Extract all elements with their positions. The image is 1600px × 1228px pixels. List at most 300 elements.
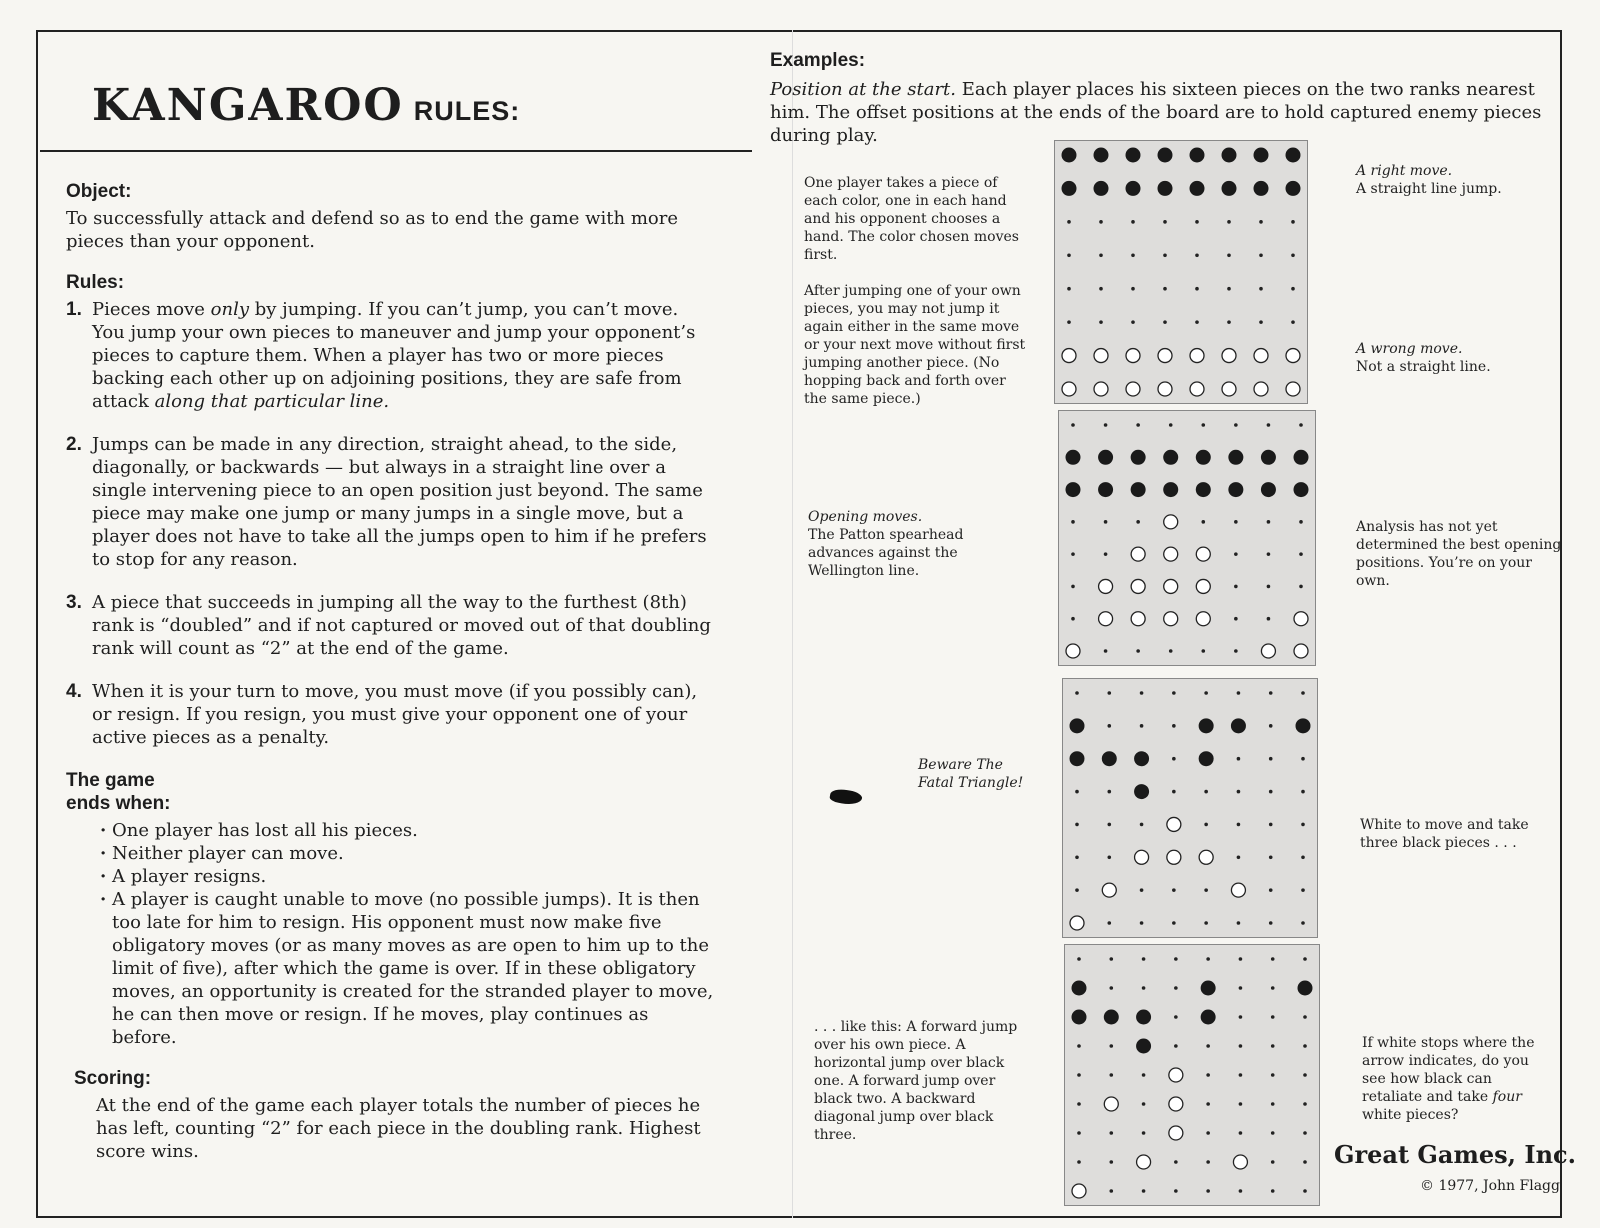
board-point: [1206, 1102, 1210, 1106]
board-point: [1204, 691, 1208, 695]
white-piece: [1164, 547, 1178, 561]
board-point: [1109, 1044, 1113, 1048]
page-title: [92, 80, 520, 131]
board-point: [1303, 1189, 1307, 1193]
rule-text-part: by jumping. If you can’t jump, you can’t move. You jump your own pieces to maneuver and jump your opponent’s pieces to capture them. When a player has two or more pieces backing each other up on adjoining positions, they are safe from attack: [92, 299, 696, 412]
board-point: [1299, 552, 1303, 556]
board-point: [1237, 691, 1241, 695]
white-piece: [1286, 382, 1300, 396]
black-piece: [1131, 482, 1146, 497]
board-point: [1142, 986, 1146, 990]
list-item: · A player resigns.: [100, 865, 716, 888]
board-point: [1071, 617, 1075, 621]
black-piece: [1102, 751, 1117, 766]
board-point: [1299, 520, 1303, 524]
black-piece: [1196, 450, 1211, 465]
examples-intro: [770, 78, 1550, 147]
black-piece: [1126, 181, 1141, 196]
rule-number: 4.: [66, 681, 82, 702]
board-point: [1136, 423, 1140, 427]
board-point: [1271, 1131, 1275, 1135]
list-item: · One player has lost all his pieces.: [100, 819, 716, 842]
board-point: [1204, 790, 1208, 794]
board-point: [1131, 287, 1135, 291]
white-piece: [1099, 612, 1113, 626]
board-point: [1239, 1102, 1243, 1106]
board-point: [1067, 220, 1071, 224]
board-point: [1269, 691, 1273, 695]
scoring-heading: Scoring:: [74, 1068, 152, 1089]
white-piece: [1126, 382, 1140, 396]
scoring-text: At the end of the game each player totals the number of pieces he has left, counting “2” for each piece in the doubling rank. Highest score wins.: [96, 1095, 701, 1162]
game-ends-heading: [66, 769, 716, 815]
board-point: [1239, 1015, 1243, 1019]
caption-choose-color: One player takes a piece of each color, one in each hand and his opponent chooses a hand. The color chosen moves first.: [804, 175, 1019, 263]
board-point: [1195, 220, 1199, 224]
black-piece: [1228, 482, 1243, 497]
board-point: [1206, 957, 1210, 961]
black-piece: [1066, 482, 1081, 497]
game-board-fatal-triangle: [1062, 678, 1318, 938]
board-point: [1227, 320, 1231, 324]
board-point: [1071, 585, 1075, 589]
board-point: [1104, 423, 1108, 427]
board-point: [1174, 1160, 1178, 1164]
black-piece: [1199, 718, 1214, 733]
board-point: [1077, 1131, 1081, 1135]
board-point: [1269, 757, 1273, 761]
board-point: [1239, 1131, 1243, 1135]
board-point: [1174, 957, 1178, 961]
caption-line: Not a straight line.: [1356, 359, 1491, 375]
board-point: [1174, 1189, 1178, 1193]
board-point: [1301, 921, 1305, 925]
board-point: [1099, 287, 1103, 291]
white-piece: [1158, 382, 1172, 396]
black-piece: [1296, 718, 1311, 733]
game-board-opening: [1058, 410, 1316, 666]
board-point: [1140, 724, 1144, 728]
white-piece: [1199, 850, 1213, 864]
game-board-capture: [1064, 944, 1320, 1206]
board-point: [1142, 1189, 1146, 1193]
caption-opening-moves: [808, 508, 1028, 580]
board-point: [1259, 253, 1263, 257]
board-point: [1131, 220, 1135, 224]
board-point: [1204, 823, 1208, 827]
board-point: [1301, 888, 1305, 892]
board-point: [1075, 855, 1079, 859]
board-point: [1267, 552, 1271, 556]
rule-item: [66, 433, 716, 571]
black-piece: [1201, 981, 1216, 996]
black-piece: [1131, 450, 1146, 465]
board-point: [1109, 1131, 1113, 1135]
caption-part: If white stops where the arrow indicates, do you see how black can retaliate and take: [1362, 1035, 1535, 1105]
board-point: [1303, 1073, 1307, 1077]
white-piece: [1196, 612, 1210, 626]
white-piece: [1137, 1155, 1151, 1169]
white-piece: [1167, 850, 1181, 864]
board-point: [1142, 1073, 1146, 1077]
caption-analysis: Analysis has not yet determined the best opening positions. You’re on your own.: [1356, 519, 1562, 589]
board-point: [1234, 423, 1238, 427]
white-piece: [1164, 579, 1178, 593]
board-point: [1239, 986, 1243, 990]
board-point: [1140, 888, 1144, 892]
rules-heading: Rules:: [66, 272, 125, 293]
scoring-section: [66, 1067, 716, 1163]
board-point: [1227, 253, 1231, 257]
board-point: [1109, 957, 1113, 961]
white-piece: [1094, 349, 1108, 363]
board-point: [1174, 986, 1178, 990]
white-piece: [1164, 515, 1178, 529]
white-piece: [1158, 349, 1172, 363]
board-point: [1163, 320, 1167, 324]
white-piece: [1190, 349, 1204, 363]
copyright: © 1977, John Flagg: [1420, 1178, 1560, 1194]
caption-beware: Beware The Fatal Triangle!: [918, 757, 1024, 791]
rule-number: 3.: [66, 592, 82, 613]
white-piece: [1131, 547, 1145, 561]
board-point: [1075, 790, 1079, 794]
black-piece: [1222, 181, 1237, 196]
board-point: [1077, 1044, 1081, 1048]
board-point: [1234, 520, 1238, 524]
board-point: [1303, 957, 1307, 961]
caption-jump-rule: After jumping one of your own pieces, you may not jump it again either in the same move or your next move without first jumping another piece. (No hopping back and forth over the same piece.): [804, 283, 1026, 407]
black-piece: [1094, 181, 1109, 196]
black-piece: [1134, 751, 1149, 766]
board-point: [1303, 1102, 1307, 1106]
board-diagram: [1063, 679, 1317, 937]
white-piece: [1126, 349, 1140, 363]
white-piece: [1233, 1155, 1247, 1169]
black-piece: [1094, 148, 1109, 163]
game-board-start: [1054, 140, 1308, 404]
board-point: [1259, 287, 1263, 291]
board-point: [1271, 986, 1275, 990]
white-piece: [1066, 644, 1080, 658]
board-point: [1206, 1131, 1210, 1135]
board-point: [1237, 757, 1241, 761]
white-piece: [1261, 644, 1275, 658]
board-point: [1267, 585, 1271, 589]
white-piece: [1099, 579, 1113, 593]
board-point: [1099, 220, 1103, 224]
board-point: [1067, 320, 1071, 324]
board-point: [1301, 855, 1305, 859]
rules-column: [66, 180, 716, 1181]
rule-text: A piece that succeeds in jumping all the way to the furthest (8th) rank is “doubled” and if not captured or moved out of that doubling rank will count as “2” at the end of the game.: [92, 592, 711, 659]
white-piece: [1196, 547, 1210, 561]
board-point: [1071, 552, 1075, 556]
white-piece: [1196, 579, 1210, 593]
rule-number: 1.: [66, 299, 82, 320]
examples-intro-text: Each player places his sixteen pieces on the two ranks nearest him. The offset positions at the ends of the board are to hold captured enemy pieces during play.: [770, 79, 1542, 146]
rules-section: [66, 271, 716, 749]
caption-line: A right move.: [1356, 163, 1453, 179]
game-ends-list: [100, 819, 716, 1049]
board-point: [1206, 1044, 1210, 1048]
board-point: [1227, 287, 1231, 291]
black-piece: [1136, 1039, 1151, 1054]
board-point: [1131, 253, 1135, 257]
board-point: [1071, 423, 1075, 427]
board-point: [1172, 724, 1176, 728]
rule-number: 2.: [66, 434, 82, 455]
black-piece: [1201, 1010, 1216, 1025]
board-point: [1136, 649, 1140, 653]
title-divider: [40, 150, 752, 152]
rule-text-emphasis: only: [210, 299, 250, 320]
board-point: [1239, 1044, 1243, 1048]
white-piece: [1104, 1097, 1118, 1111]
black-piece: [1286, 148, 1301, 163]
caption-line: A straight line jump.: [1356, 181, 1502, 197]
board-point: [1267, 423, 1271, 427]
black-piece: [1163, 450, 1178, 465]
board-diagram: [1055, 141, 1307, 403]
board-point: [1107, 790, 1111, 794]
game-ends-heading-line: The game: [66, 770, 155, 791]
list-item: · Neither player can move.: [100, 842, 716, 865]
board-point: [1271, 1102, 1275, 1106]
title-suffix: RULES:: [413, 96, 521, 126]
board-point: [1107, 921, 1111, 925]
board-point: [1107, 724, 1111, 728]
black-piece: [1062, 181, 1077, 196]
black-piece: [1136, 1010, 1151, 1025]
board-point: [1071, 520, 1075, 524]
board-point: [1206, 1160, 1210, 1164]
board-point: [1172, 921, 1176, 925]
board-point: [1174, 1044, 1178, 1048]
board-point: [1107, 855, 1111, 859]
board-point: [1107, 691, 1111, 695]
board-point: [1267, 520, 1271, 524]
caption-right-move: [1356, 162, 1556, 198]
board-point: [1099, 320, 1103, 324]
black-piece: [1070, 751, 1085, 766]
game-ends-heading-line: ends when:: [66, 793, 171, 814]
black-piece: [1196, 482, 1211, 497]
company-name: Great Games, Inc.: [1334, 1140, 1576, 1169]
white-piece: [1070, 916, 1084, 930]
caption-emphasis: four: [1492, 1089, 1522, 1105]
caption-part: white pieces?: [1362, 1107, 1459, 1123]
board-point: [1269, 724, 1273, 728]
white-piece: [1190, 382, 1204, 396]
black-piece: [1294, 482, 1309, 497]
board-point: [1239, 1189, 1243, 1193]
white-piece: [1222, 382, 1236, 396]
board-point: [1291, 253, 1295, 257]
board-point: [1239, 957, 1243, 961]
white-piece: [1131, 579, 1145, 593]
white-piece: [1169, 1126, 1183, 1140]
black-piece: [1228, 450, 1243, 465]
board-point: [1109, 1073, 1113, 1077]
board-point: [1269, 921, 1273, 925]
rule-text-emphasis: along that particular line.: [154, 391, 390, 412]
board-point: [1271, 1189, 1275, 1193]
caption-emphasis: Opening moves.: [808, 509, 923, 525]
white-piece: [1222, 349, 1236, 363]
examples-heading: Examples:: [770, 50, 866, 71]
caption-like-this: . . . like this: A forward jump over his own piece. A horizontal jump over black one. A forward jump over black two. A backward diagonal jump over black three.: [814, 1019, 1018, 1143]
board-point: [1140, 921, 1144, 925]
board-point: [1303, 1131, 1307, 1135]
board-point: [1109, 1189, 1113, 1193]
board-point: [1234, 617, 1238, 621]
white-piece: [1169, 1097, 1183, 1111]
board-point: [1075, 691, 1079, 695]
object-text: To successfully attack and defend so as to end the game with more pieces than your opponent.: [66, 208, 679, 252]
board-point: [1075, 888, 1079, 892]
board-point: [1163, 253, 1167, 257]
caption-white-to-move: White to move and take three black pieces . . .: [1360, 817, 1529, 851]
black-piece: [1062, 148, 1077, 163]
board-point: [1269, 823, 1273, 827]
white-piece: [1102, 883, 1116, 897]
white-piece: [1294, 644, 1308, 658]
board-point: [1067, 287, 1071, 291]
board-point: [1075, 823, 1079, 827]
black-piece: [1158, 181, 1173, 196]
white-piece: [1231, 883, 1245, 897]
black-piece: [1134, 784, 1149, 799]
board-point: [1301, 757, 1305, 761]
board-point: [1301, 691, 1305, 695]
board-point: [1077, 1073, 1081, 1077]
board-diagram: [1065, 945, 1319, 1205]
board-point: [1140, 691, 1144, 695]
board-point: [1195, 320, 1199, 324]
white-piece: [1254, 349, 1268, 363]
board-point: [1163, 287, 1167, 291]
black-piece: [1261, 482, 1276, 497]
board-point: [1174, 1015, 1178, 1019]
board-point: [1172, 888, 1176, 892]
white-piece: [1135, 850, 1149, 864]
caption-line: A wrong move.: [1356, 341, 1463, 357]
board-point: [1234, 649, 1238, 653]
board-point: [1259, 320, 1263, 324]
board-point: [1303, 1160, 1307, 1164]
board-point: [1227, 220, 1231, 224]
black-piece: [1126, 148, 1141, 163]
white-piece: [1294, 612, 1308, 626]
black-piece: [1199, 751, 1214, 766]
white-piece: [1167, 817, 1181, 831]
board-point: [1204, 888, 1208, 892]
board-point: [1067, 253, 1071, 257]
rule-text: When it is your turn to move, you must move (if you possibly can), or resign. If you resign, you must give your opponent one of your active pieces as a penalty.: [92, 681, 698, 748]
rule-item: [66, 680, 716, 749]
board-point: [1107, 823, 1111, 827]
board-point: [1269, 855, 1273, 859]
board-point: [1206, 1073, 1210, 1077]
black-piece: [1254, 181, 1269, 196]
white-piece: [1062, 349, 1076, 363]
board-point: [1301, 823, 1305, 827]
board-point: [1234, 552, 1238, 556]
white-piece: [1286, 349, 1300, 363]
board-point: [1099, 253, 1103, 257]
white-piece: [1094, 382, 1108, 396]
board-point: [1271, 1160, 1275, 1164]
white-piece: [1062, 382, 1076, 396]
white-piece: [1164, 612, 1178, 626]
rule-item: [66, 298, 716, 413]
board-point: [1204, 921, 1208, 925]
object-heading: Object:: [66, 181, 132, 202]
board-point: [1301, 790, 1305, 794]
board-point: [1131, 320, 1135, 324]
white-piece: [1131, 612, 1145, 626]
black-piece: [1104, 1010, 1119, 1025]
board-point: [1104, 649, 1108, 653]
rule-item: [66, 591, 716, 660]
board-point: [1142, 1131, 1146, 1135]
black-piece: [1070, 718, 1085, 733]
board-point: [1195, 287, 1199, 291]
board-point: [1201, 423, 1205, 427]
title-brand: KANGAROO: [92, 80, 404, 131]
board-point: [1237, 823, 1241, 827]
board-point: [1234, 585, 1238, 589]
list-item: · A player is caught unable to move (no possible jumps). It is then too late for him to resign. His opponent must now make five obligatory moves (or as many moves as are open to him up to the limit of five), after which the game is over. If in these obligatory moves, an opportunity is created for the stranded player to move, he can then move or resign. If he moves, play continues as before.: [100, 888, 716, 1049]
board-point: [1077, 957, 1081, 961]
board-point: [1291, 287, 1295, 291]
board-point: [1077, 1160, 1081, 1164]
board-point: [1239, 1073, 1243, 1077]
board-point: [1104, 552, 1108, 556]
black-piece: [1222, 148, 1237, 163]
board-point: [1172, 691, 1176, 695]
board-point: [1237, 790, 1241, 794]
black-piece: [1298, 981, 1313, 996]
black-piece: [1190, 148, 1205, 163]
rule-text: Jumps can be made in any direction, straight ahead, to the side, diagonally, or backwards — but always in a straight line over a single intervening piece to an open position just beyond. The same piece may make one jump or many jumps in a single move, but a player does not have to take all the jumps open to him if he prefers to stop for any reason.: [92, 434, 707, 570]
caption-line: The Patton spearhead advances against the Wellington line.: [808, 527, 964, 579]
white-piece: [1169, 1068, 1183, 1082]
black-piece: [1158, 148, 1173, 163]
board-point: [1299, 423, 1303, 427]
board-point: [1291, 320, 1295, 324]
board-point: [1237, 921, 1241, 925]
black-piece: [1190, 181, 1205, 196]
board-point: [1271, 957, 1275, 961]
board-point: [1206, 1189, 1210, 1193]
board-point: [1259, 220, 1263, 224]
black-piece: [1066, 450, 1081, 465]
board-point: [1237, 855, 1241, 859]
board-point: [1109, 986, 1113, 990]
white-piece: [1254, 382, 1268, 396]
board-point: [1303, 1044, 1307, 1048]
black-piece: [1098, 450, 1113, 465]
rule-text: [92, 298, 716, 413]
page-fold: [792, 30, 793, 1218]
board-point: [1201, 649, 1205, 653]
board-point: [1201, 520, 1205, 524]
board-point: [1269, 888, 1273, 892]
board-point: [1169, 423, 1173, 427]
board-point: [1140, 823, 1144, 827]
